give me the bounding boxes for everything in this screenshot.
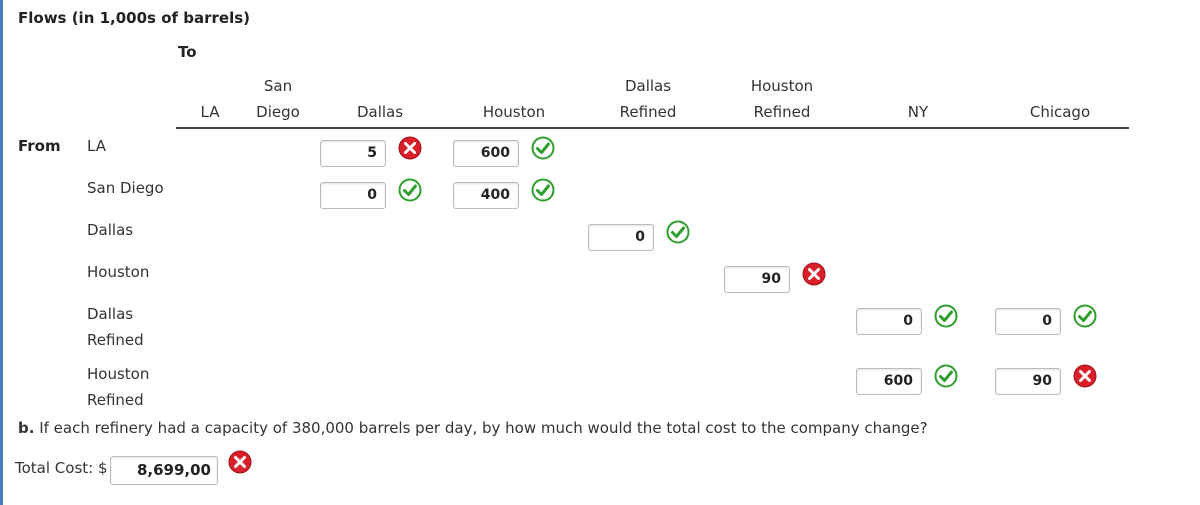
x-circle-icon xyxy=(1073,364,1097,388)
x-circle-icon xyxy=(802,262,826,286)
col-header-ny: NY xyxy=(907,103,929,121)
flow-input-dallasrefined-chicago[interactable]: 0 xyxy=(995,308,1061,335)
col-header-la: LA xyxy=(200,103,220,121)
row-label-dallas: Dallas xyxy=(87,221,134,239)
flow-input-houstonrefined-chicago[interactable]: 90 xyxy=(995,368,1061,395)
header-divider xyxy=(176,127,1129,129)
x-circle-icon xyxy=(228,450,252,474)
col-header-chicago: Chicago xyxy=(1029,103,1091,121)
check-circle-icon xyxy=(1073,304,1097,328)
question-text xyxy=(18,419,928,437)
row-label-san-diego: San Diego xyxy=(87,179,164,197)
left-accent-bar xyxy=(0,0,3,505)
to-label: To xyxy=(178,43,197,61)
row-label-houston-refined-line1: Houston xyxy=(87,365,150,383)
row-label-houston: Houston xyxy=(87,263,150,281)
col-header-dallas-refined-line1: Dallas xyxy=(624,77,672,95)
total-cost-input[interactable]: 8,699,00 xyxy=(110,456,218,485)
question-prefix: b. xyxy=(18,419,35,437)
flow-input-la-houston[interactable]: 600 xyxy=(453,140,519,167)
flow-input-la-dallas[interactable]: 5 xyxy=(320,140,386,167)
check-circle-icon xyxy=(934,304,958,328)
from-label: From xyxy=(18,137,61,155)
x-circle-icon xyxy=(398,136,422,160)
flow-input-houston-houstonrefined[interactable]: 90 xyxy=(724,266,790,293)
flow-input-dallas-dallasrefined[interactable]: 0 xyxy=(588,224,654,251)
col-header-houston-refined-line1: Houston xyxy=(750,77,814,95)
flow-input-houstonrefined-ny[interactable]: 600 xyxy=(856,368,922,395)
total-cost-label: Total Cost: $ xyxy=(15,459,108,477)
row-label-houston-refined-line2: Refined xyxy=(87,391,144,409)
col-header-houston-refined-line2: Refined xyxy=(753,103,811,121)
flow-input-sandiego-houston[interactable]: 400 xyxy=(453,182,519,209)
section-title: Flows (in 1,000s of barrels) xyxy=(18,9,251,27)
check-circle-icon xyxy=(934,364,958,388)
check-circle-icon xyxy=(398,178,422,202)
row-label-dallas-refined-line1: Dallas xyxy=(87,305,134,323)
flow-input-sandiego-dallas[interactable]: 0 xyxy=(320,182,386,209)
col-header-san-diego-line2: Diego xyxy=(256,103,300,121)
check-circle-icon xyxy=(531,178,555,202)
col-header-san-diego-line1: San xyxy=(263,77,293,95)
col-header-houston: Houston xyxy=(482,103,546,121)
question-body: If each refinery had a capacity of 380,000 barrels per day, by how much would the total cost to the company change? xyxy=(34,419,928,437)
check-circle-icon xyxy=(531,136,555,160)
check-circle-icon xyxy=(666,220,690,244)
col-header-dallas: Dallas xyxy=(356,103,404,121)
row-label-la: LA xyxy=(87,137,106,155)
flow-input-dallasrefined-ny[interactable]: 0 xyxy=(856,308,922,335)
col-header-dallas-refined-line2: Refined xyxy=(619,103,677,121)
row-label-dallas-refined-line2: Refined xyxy=(87,331,144,349)
